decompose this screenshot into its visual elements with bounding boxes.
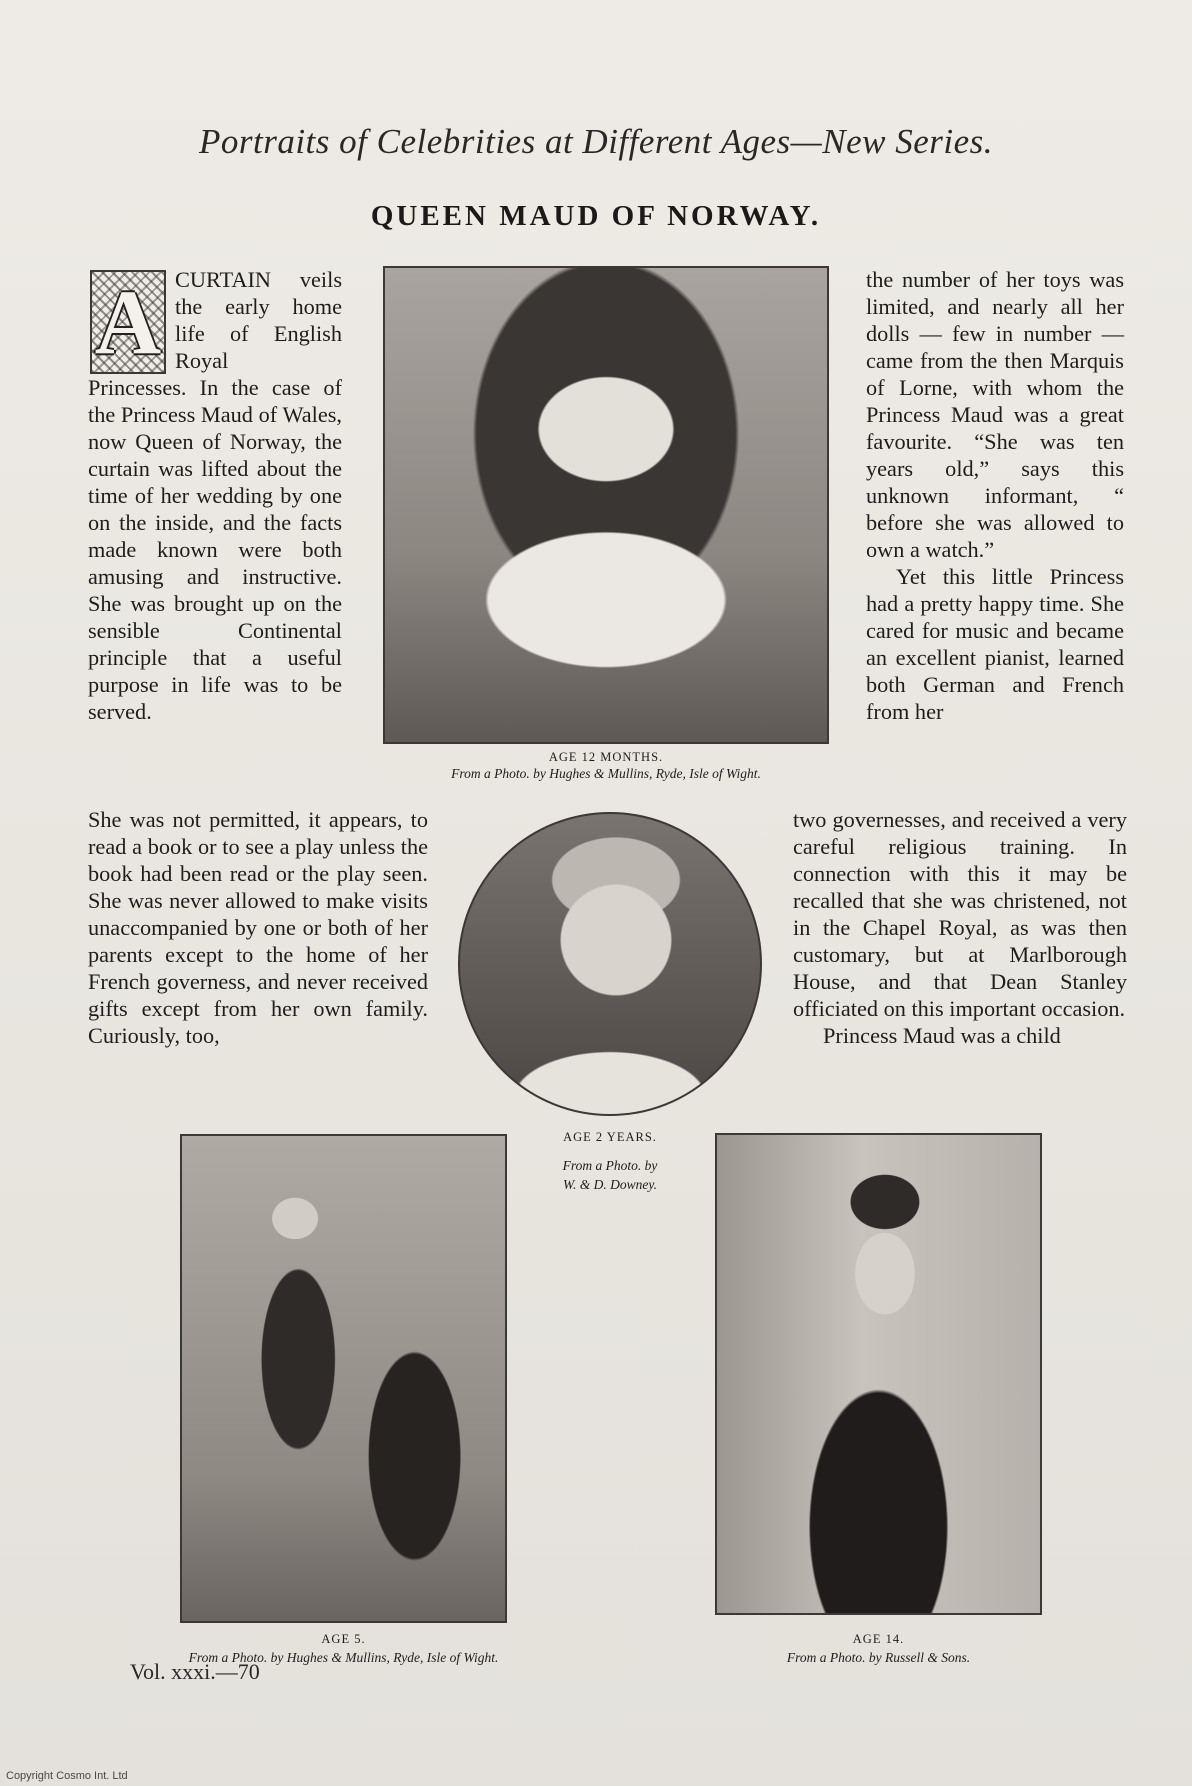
paragraph: two governesses, and received a very careful religious training. In connection with this it may be recalled that she was christened, not in the Chapel Royal, as was then customary, but at Marlborough House, and that Dean Stanley officiated on this important occasion. bbox=[793, 807, 1127, 1021]
caption-age: AGE 14. bbox=[852, 1632, 905, 1646]
paragraph: She was not permitted, it appears, to read a book or to see a play unless the book had been read or the play seen. She was never allowed to make visits unaccompanied by one or both of her parents except to the home of her French governess, and never received gifts except from her own family. Curiously, too, bbox=[88, 807, 428, 1048]
drop-cap-letter: A bbox=[94, 271, 162, 373]
paragraph: CURTAIN veils the early home life of English Royal bbox=[175, 267, 342, 373]
caption-credit: From a Photo. by Hughes & Mullins, Ryde, Isle of Wight. bbox=[188, 1650, 499, 1665]
body-text-right-column bbox=[866, 266, 1124, 725]
photo-age-14 bbox=[715, 1133, 1042, 1615]
decorative-drop-cap bbox=[90, 270, 166, 374]
caption-age: AGE 2 YEARS. bbox=[563, 1130, 657, 1144]
caption-credit: From a Photo. by Russell & Sons. bbox=[786, 1650, 971, 1665]
volume-page-number: Vol. xxxi.—70 bbox=[130, 1659, 260, 1684]
caption-credit: From a Photo. by bbox=[562, 1158, 658, 1173]
copyright-notice: Copyright Cosmo Int. Ltd bbox=[6, 1770, 128, 1782]
paragraph: the number of her toys was limited, and nearly all her dolls — few in number — came from the then Marquis of Lorne, with whom the Princess Maud was a great favourite. “She was ten years old,” says this unknown informant, “ before she was allowed to own a watch.” bbox=[866, 267, 1124, 562]
paragraph: Princess Maud was a child bbox=[823, 1023, 1061, 1048]
photo-age-12-months bbox=[383, 266, 829, 744]
body-text-right-lower bbox=[793, 806, 1127, 1049]
paragraph: Yet this little Princess had a pretty happy time. She cared for music and became an excellent pianist, learned both German and French from her bbox=[866, 564, 1124, 724]
paragraph: Princesses. In the case of the Princess Maud of Wales, now Queen of Norway, the curtain was lifted about the time of her wedding by one on the inside, and the facts made known were both amusing and instructive. She was brought up on the sensible Continental principle that a useful purpose in life was to be served. bbox=[88, 375, 342, 724]
caption-credit: W. & D. Downey. bbox=[563, 1177, 657, 1192]
caption-age: AGE 5. bbox=[321, 1632, 366, 1646]
photo-age-2-years bbox=[458, 812, 762, 1116]
body-text-left-lower bbox=[88, 806, 428, 1049]
photo-age-5 bbox=[180, 1134, 507, 1623]
caption-age: AGE 12 MONTHS. bbox=[548, 750, 664, 764]
series-title: Portraits of Celebrities at Different Ages—New Series. bbox=[198, 122, 994, 161]
caption-credit: From a Photo. by Hughes & Mullins, Ryde, Isle of Wight. bbox=[451, 766, 761, 781]
body-text-left-column bbox=[88, 374, 342, 725]
article-title: QUEEN MAUD OF NORWAY. bbox=[370, 200, 822, 232]
body-text-intro bbox=[175, 266, 342, 374]
